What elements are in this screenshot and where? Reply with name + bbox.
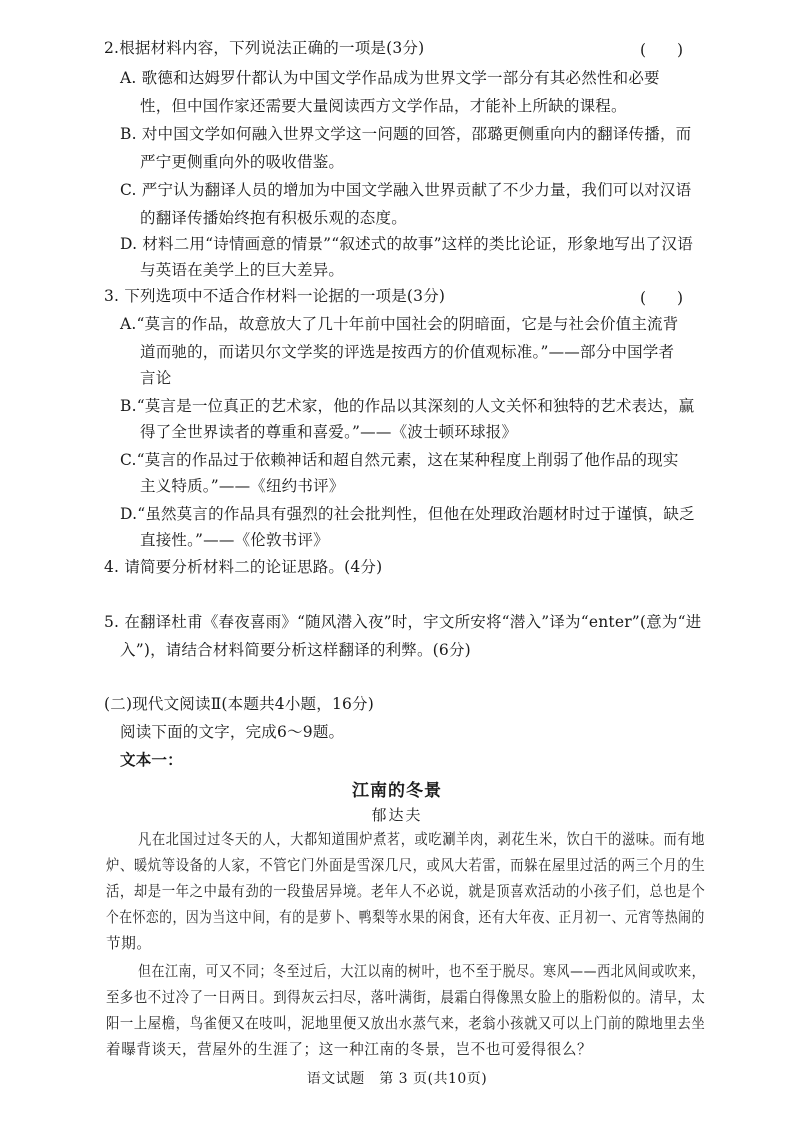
q3-option-d-cont: 直接性。”——《伦敦书评》 [140, 531, 329, 549]
essay-title: 江南的冬景 [352, 781, 442, 801]
q3-option-d: D.“虽然莫言的作品具有强烈的社会批判性，但他在处理政治题材时过于谨慎，缺乏 [120, 505, 695, 523]
section-instruction: 阅读下面的文字，完成6～9题。 [120, 723, 345, 741]
q3-option-c-cont: 主义特质。”——《纽约书评》 [140, 477, 345, 495]
essay-paragraph-1-line-5: 节期。 [106, 935, 152, 952]
q5-stem: 5. 在翻译杜甫《春夜喜雨》“随风潜入夜”时，宇文所安将“潜入”译为“enter”(意为“进 [104, 613, 702, 631]
q3-option-a-cont2: 言论 [140, 369, 172, 387]
essay-paragraph-2-line-4: 着曝背谈天，营屋外的生涯了；这一种江南的冬景，岂不也可爱得很么？ [106, 1041, 593, 1058]
q2-option-d-cont: 与英语在美学上的巨大差异。 [140, 261, 345, 279]
q3-option-b: B.“莫言是一位真正的艺术家，他的作品以其深刻的人文关怀和独特的艺术表达，赢 [120, 397, 695, 415]
q5-stem-cont: 入”)，请结合材料简要分析这样翻译的利弊。(6分) [120, 641, 471, 659]
q2-option-a-cont: 性，但中国作家还需要大量阅读西方文学作品，才能补上所缺的课程。 [140, 97, 627, 115]
q3-option-a-cont: 道而驰的，而诺贝尔文学奖的评选是按西方的价值观标准。”——部分中国学者 [140, 343, 675, 361]
q3-answer-paren: ( ) [640, 289, 684, 307]
q2-option-c: C. 严宁认为翻译人员的增加为中国文学融入世界贡献了不少力量，我们可以对汉语 [120, 181, 692, 199]
text-one-label: 文本一： [120, 750, 183, 769]
essay-paragraph-1-line-2: 炉、暖炕等设备的人家，不管它门外面是雪深几尺，或风大若雷，而躲在屋里过活的两三个月的生 [106, 857, 706, 874]
q2-answer-paren: ( ) [640, 41, 684, 59]
page-footer: 语文试题 第 3 页(共10页) [306, 1071, 488, 1087]
q2-stem: 2.根据材料内容，下列说法正确的一项是(3分) [104, 39, 425, 57]
essay-paragraph-2-line-1: 但在江南，可又不同；冬至过后，大江以南的树叶，也不至于脱尽。寒风——西北风间或吹来， [138, 963, 706, 980]
q2-option-c-cont: 的翻译传播始终抱有积极乐观的态度。 [140, 209, 407, 227]
essay-paragraph-1-line-1: 凡在北国过过冬天的人，大都知道围炉煮茗，或吃涮羊肉，剥花生米，饮白干的滋味。而有地 [138, 831, 705, 848]
q3-option-b-cont: 得了全世界读者的尊重和喜爱。”——《波士顿环球报》 [140, 423, 518, 441]
q4-stem: 4. 请简要分析材料二的论证思路。(4分) [104, 558, 383, 576]
q2-option-b-cont: 严宁更侧重向外的吸收借鉴。 [140, 153, 345, 171]
essay-paragraph-1-line-3: 活，却是一年之中最有劲的一段蛰居异境。老年人不必说，就是顶喜欢活动的小孩子们，总也是个 [106, 883, 706, 900]
q3-option-a: A.“莫言的作品，故意放大了几十年前中国社会的阴暗面，它是与社会价值主流背 [120, 315, 679, 333]
q3-option-c: C.“莫言的作品过于依赖神话和超自然元素，这在某种程度上削弱了他作品的现实 [120, 451, 679, 469]
q2-option-b: B. 对中国文学如何融入世界文学这一问题的回答，邵璐更侧重向内的翻译传播，而 [120, 125, 692, 143]
essay-author: 郁达夫 [371, 806, 423, 824]
q3-stem: 3. 下列选项中不适合作材料一论据的一项是(3分) [104, 287, 446, 305]
section-heading: (二)现代文阅读Ⅱ(本题共4小题，16分) [104, 695, 375, 713]
essay-paragraph-2-line-3: 阳一上屋檐，鸟雀便又在吱叫，泥地里便又放出水蒸气来，老翁小孩就又可以上门前的隙地里去坐 [106, 1015, 706, 1032]
q2-option-a: A. 歌德和达姆罗什都认为中国文学作品成为世界文学一部分有其必然性和必要 [120, 69, 660, 87]
essay-paragraph-2-line-2: 至多也不过冷了一日两日。到得灰云扫尽，落叶满街，晨霜白得像黑女脸上的脂粉似的。清早，太 [106, 989, 706, 1006]
q2-option-d: D. 材料二用“诗情画意的情景”“叙述式的故事”这样的类比论证，形象地写出了汉语 [120, 235, 693, 253]
essay-paragraph-1-line-4: 个在怀恋的，因为当这中间，有的是萝卜、鸭梨等水果的闲食，还有大年夜、正月初一、元宵等热闹的 [106, 909, 705, 926]
